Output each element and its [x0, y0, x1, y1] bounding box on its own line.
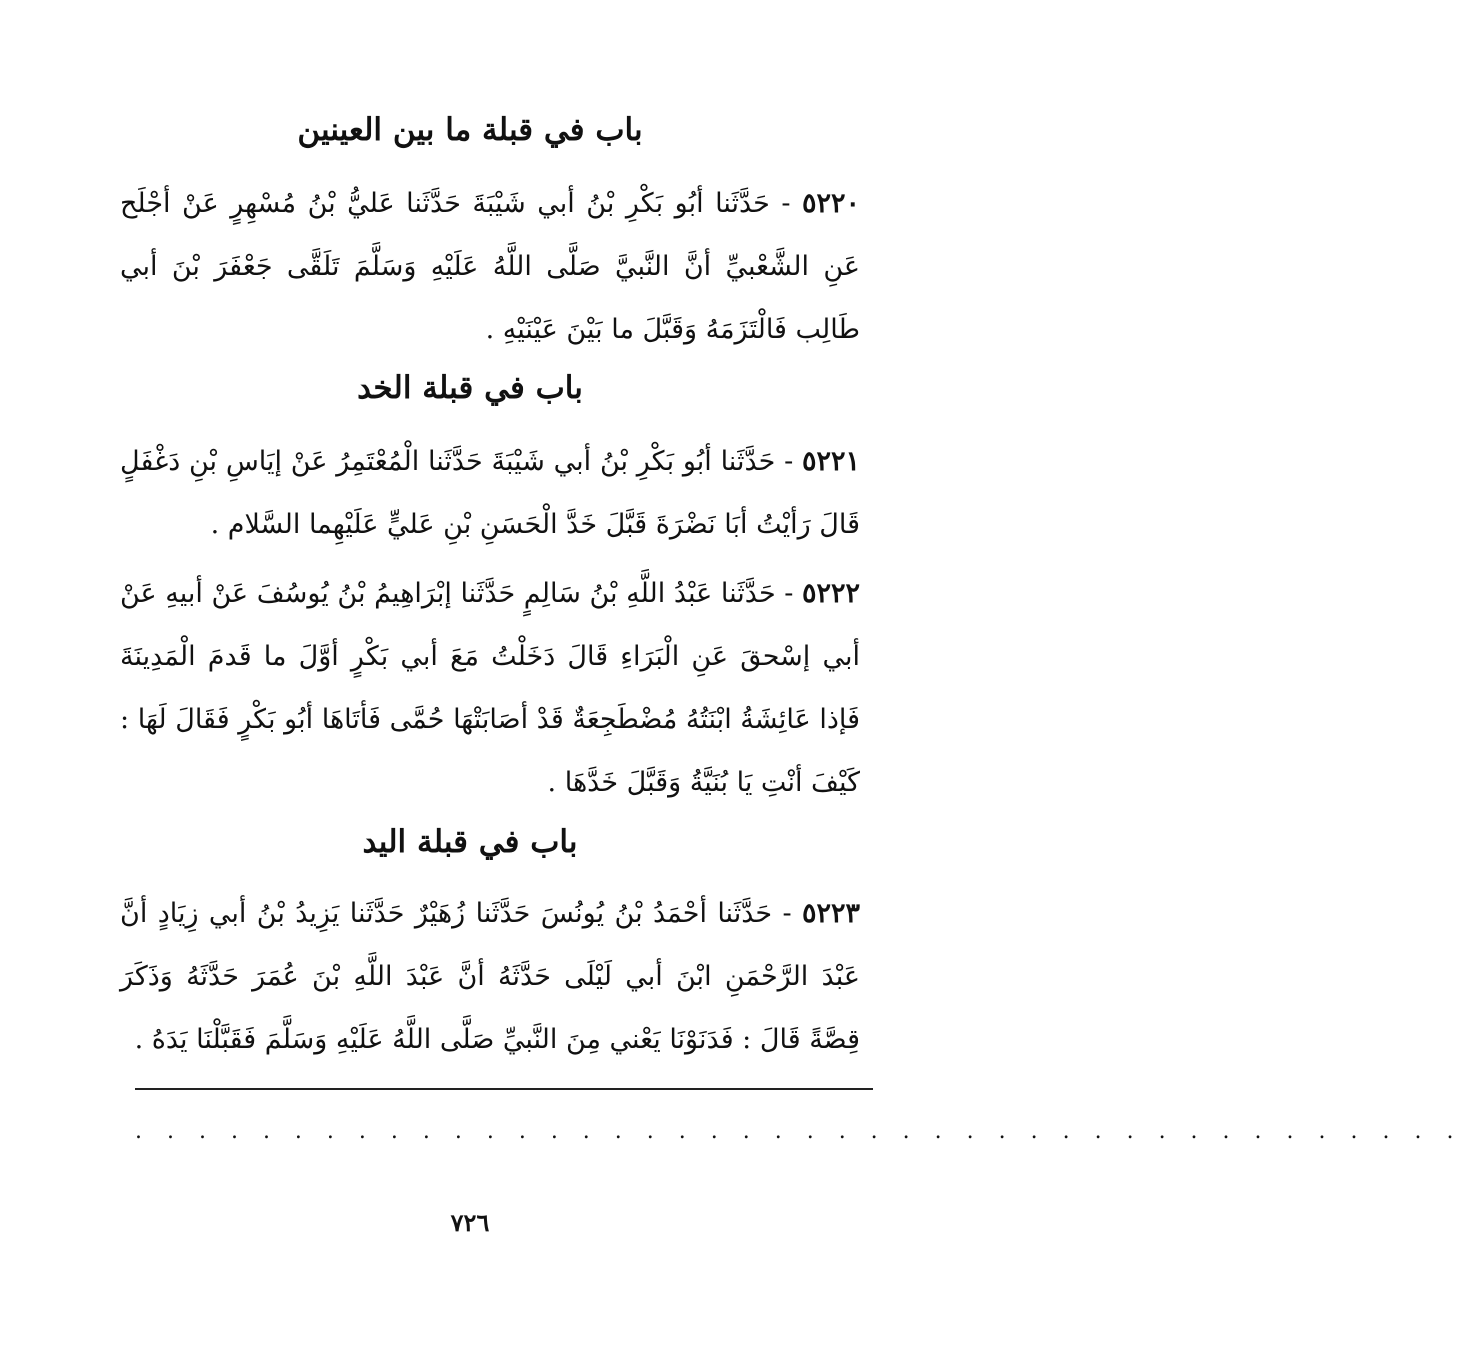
- section-heading: باب في قبلة الخد: [357, 370, 583, 406]
- page-number: ٧٢٦: [450, 1208, 490, 1237]
- hadith-number: ٥٢٢١: [801, 446, 860, 477]
- section-heading: باب في قبلة ما بين العينين: [297, 112, 643, 148]
- hadith-number: ٥٢٢٣: [801, 898, 860, 929]
- footnote-dots: . . . . . . . . . . . . . . . . . . . . . . . . . . . . . . . . . . . . . . . . . .: [135, 1119, 1462, 1144]
- hadith-paragraph: ٥٢٢٠ - حَدَّثَنا أبُو بَكْرِ بْنُ أبي شَيْبَةَ حَدَّثَنا عَليُّ بْنُ مُسْهِرٍ عَنْ أجْلَح عَنِ الشَّعْبيِّ أنَّ النَّبيَّ صَلَّى اللَّهُ عَلَيْهِ وَسَلَّمَ تَلَقَّى جَعْفَرَ بْنَ أبي طَالِب فَالْتَزَمَهُ وَقَبَّلَ ما بَيْنَ عَيْنَيْهِ .: [120, 188, 860, 345]
- hadith-text: حَدَّثَنا عَبْدُ اللَّهِ بْنُ سَالِمٍ حَدَّثَنا إبْرَاهِيمُ بْنُ يُوسُفَ عَنْ أبيهِ عَنْ أبي إسْحقَ عَنِ الْبَرَاءِ قَالَ دَخَلْتُ مَعَ أبي بَكْرٍ أوَّلَ ما قَدمَ الْمَدِينَةَ فَإذا عَائِشَةُ ابْنَتُهُ مُضْطَجِعَةٌ قَدْ أصَابَتْهَا حُمَّى فَأتَاهَا أبُو بَكْرٍ فَقَالَ لَهَا : كَيْفَ أنْتِ يَا بُنَيَّةُ وَقَبَّلَ خَدَّهَا .: [120, 578, 860, 798]
- hadith-number: ٥٢٢٢: [801, 578, 860, 609]
- hadith-paragraph: ٥٢٢١ - حَدَّثَنا أبُو بَكْرِ بْنُ أبي شَيْبَةَ حَدَّثَنا الْمُعْتَمِرُ عَنْ إيَاسِ بْنِ دَغْفَلٍ قَالَ رَأيْتُ أبَا نَضْرَةَ قَبَّلَ خَدَّ الْحَسَنِ بْنِ عَليٍّ عَلَيْهِما السَّلام .: [120, 446, 860, 540]
- footnote-separator: [135, 1088, 873, 1090]
- hadith-paragraph: ٥٢٢٢ - حَدَّثَنا عَبْدُ اللَّهِ بْنُ سَالِمٍ حَدَّثَنا إبْرَاهِيمُ بْنُ يُوسُفَ عَنْ أبيهِ عَنْ أبي إسْحقَ عَنِ الْبَرَاءِ قَالَ دَخَلْتُ مَعَ أبي بَكْرٍ أوَّلَ ما قَدمَ الْمَدِينَةَ فَإذا عَائِشَةُ ابْنَتُهُ مُضْطَجِعَةٌ قَدْ أصَابَتْهَا حُمَّى فَأتَاهَا أبُو بَكْرٍ فَقَالَ لَهَا : كَيْفَ أنْتِ يَا بُنَيَّةُ وَقَبَّلَ خَدَّهَا .: [120, 578, 860, 798]
- section-heading: باب في قبلة اليد: [362, 824, 578, 860]
- hadith-text: حَدَّثَنا أبُو بَكْرِ بْنُ أبي شَيْبَةَ حَدَّثَنا الْمُعْتَمِرُ عَنْ إيَاسِ بْنِ دَغْفَلٍ قَالَ رَأيْتُ أبَا نَضْرَةَ قَبَّلَ خَدَّ الْحَسَنِ بْنِ عَليٍّ عَلَيْهِما السَّلام .: [120, 446, 860, 540]
- hadith-paragraph: ٥٢٢٣ - حَدَّثَنا أحْمَدُ بْنُ يُونُسَ حَدَّثَنا زُهَيْرٌ حَدَّثَنا يَزِيدُ بْنُ أبي زِيَادٍ أنَّ عَبْدَ الرَّحْمَنِ ابْنَ أبي لَيْلَى حَدَّثَهُ أنَّ عَبْدَ اللَّهِ بْنَ عُمَرَ حَدَّثَهُ وَذَكَرَ قِصَّةً قَالَ : فَدَنَوْنَا يَعْني مِنَ النَّبيِّ صَلَّى اللَّهُ عَلَيْهِ وَسَلَّمَ فَقَبَّلْنَا يَدَهُ .: [120, 898, 860, 1055]
- hadith-text: حَدَّثَنا أحْمَدُ بْنُ يُونُسَ حَدَّثَنا زُهَيْرٌ حَدَّثَنا يَزِيدُ بْنُ أبي زِيَادٍ أنَّ عَبْدَ الرَّحْمَنِ ابْنَ أبي لَيْلَى حَدَّثَهُ أنَّ عَبْدَ اللَّهِ بْنَ عُمَرَ حَدَّثَهُ وَذَكَرَ قِصَّةً قَالَ : فَدَنَوْنَا يَعْني مِنَ النَّبيِّ صَلَّى اللَّهُ عَلَيْهِ وَسَلَّمَ فَقَبَّلْنَا يَدَهُ .: [120, 898, 860, 1055]
- hadith-number: ٥٢٢٠: [801, 188, 860, 219]
- hadith-text: حَدَّثَنا أبُو بَكْرِ بْنُ أبي شَيْبَةَ حَدَّثَنا عَليُّ بْنُ مُسْهِرٍ عَنْ أجْلَح عَنِ الشَّعْبيِّ أنَّ النَّبيَّ صَلَّى اللَّهُ عَلَيْهِ وَسَلَّمَ تَلَقَّى جَعْفَرَ بْنَ أبي طَالِب فَالْتَزَمَهُ وَقَبَّلَ ما بَيْنَ عَيْنَيْهِ .: [120, 188, 860, 345]
